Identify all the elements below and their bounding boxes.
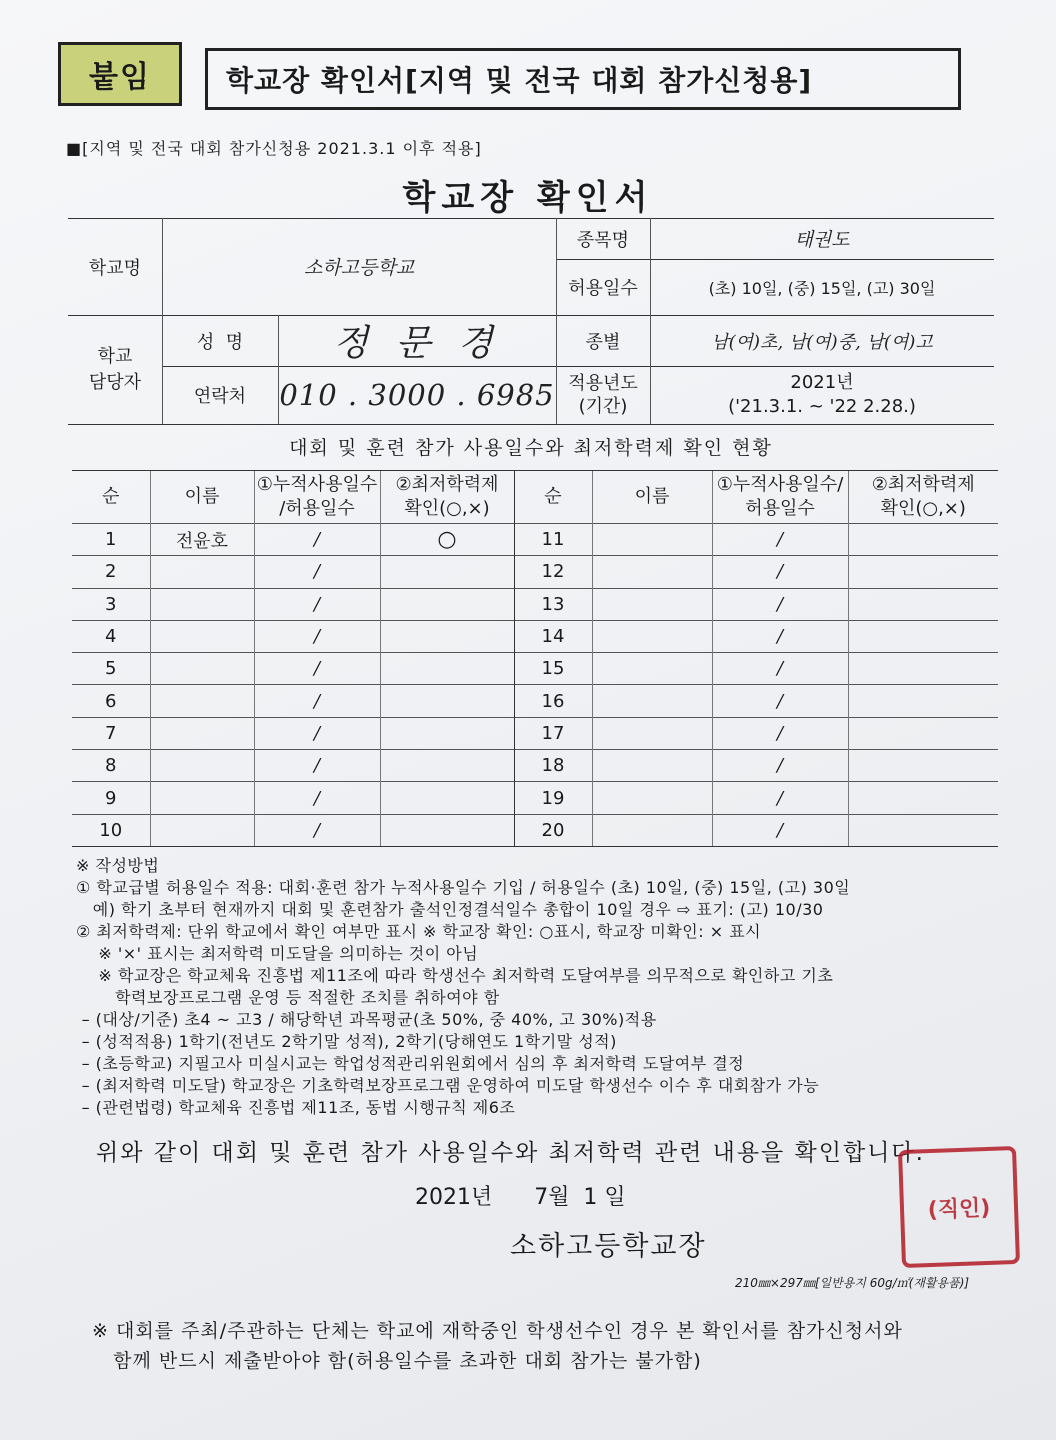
row-days: / xyxy=(712,685,848,717)
instruction-line: ※ '×' 표시는 최저학력 미도달을 의미하는 것이 아님 xyxy=(76,944,479,963)
table-row xyxy=(72,620,998,652)
contact-value: 010 . 3000 . 6985 xyxy=(279,378,555,412)
row-days: / xyxy=(254,782,380,814)
row-check xyxy=(380,685,514,717)
row-no: 16 xyxy=(514,685,592,717)
table-row xyxy=(72,750,998,782)
document-title: 학교장 확인서 xyxy=(402,178,654,218)
row-no: 11 xyxy=(514,524,592,556)
row-days: / xyxy=(712,556,848,588)
row-check xyxy=(848,717,998,749)
row-check xyxy=(848,685,998,717)
row-no: 2 xyxy=(72,556,150,588)
instruction-line: ※ 작성방법 xyxy=(76,856,160,875)
row-name xyxy=(150,750,254,782)
row-no: 20 xyxy=(514,814,592,846)
table-row xyxy=(72,685,998,717)
footer-line-1: ※ 대회를 주최/주관하는 단체는 학교에 재학중인 학생선수인 경우 본 확인서를 참가신청서와 xyxy=(92,1320,903,1342)
row-days: / xyxy=(254,685,380,717)
applicability-note: ■[지역 및 전국 대회 참가신청용 2021.3.1 이후 적용] xyxy=(66,139,482,158)
allowed-days-label: 허용일수 xyxy=(568,278,638,299)
school-value: 소하고등학교 xyxy=(303,257,415,279)
row-name xyxy=(150,814,254,846)
row-check xyxy=(380,556,514,588)
row-days: / xyxy=(254,717,380,749)
row-name xyxy=(150,620,254,652)
row-days: / xyxy=(254,556,380,588)
row-no: 1 xyxy=(72,524,150,556)
paper-size-note: 210㎜×297㎜[일반용지 60g/㎡(재활용품)] xyxy=(735,1276,970,1290)
row-name xyxy=(592,653,712,685)
row-name xyxy=(150,685,254,717)
row-days: / xyxy=(254,653,380,685)
row-days: / xyxy=(712,814,848,846)
col-name: 이름 xyxy=(150,471,254,524)
school-label: 학교명 xyxy=(88,257,142,279)
row-name xyxy=(150,588,254,620)
col-no: 순 xyxy=(72,471,150,524)
row-check xyxy=(848,588,998,620)
row-days: / xyxy=(712,750,848,782)
confirmation-statement: 위와 같이 대회 및 훈련 참가 사용일수와 최저학력 관련 내용을 확인합니다. xyxy=(96,1140,925,1166)
row-check xyxy=(848,750,998,782)
row-no: 19 xyxy=(514,782,592,814)
row-no: 9 xyxy=(72,782,150,814)
table-row xyxy=(72,556,998,588)
grid-line xyxy=(68,424,994,425)
row-no: 7 xyxy=(72,717,150,749)
confirmation-date: 2021년 7월 1 일 xyxy=(415,1185,626,1210)
row-days: / xyxy=(254,588,380,620)
row-check xyxy=(380,653,514,685)
row-check xyxy=(380,588,514,620)
row-name xyxy=(592,620,712,652)
instructions xyxy=(76,855,1006,1119)
row-name xyxy=(592,717,712,749)
row-check xyxy=(848,653,998,685)
row-no: 17 xyxy=(514,717,592,749)
row-name xyxy=(592,556,712,588)
instruction-line: ※ 학교장은 학교체육 진흥법 제11조에 따라 학생선수 최저학력 도달여부를 의무적으로 확인하고 기초 xyxy=(76,966,834,985)
name-label: 성 명 xyxy=(196,331,244,353)
category-label: 종별 xyxy=(585,331,621,353)
official-seal-stamp: (직인) xyxy=(898,1146,1020,1268)
row-days: / xyxy=(712,524,848,556)
row-name xyxy=(592,750,712,782)
row-no: 10 xyxy=(72,814,150,846)
instruction-line: – (최저학력 미도달) 학교장은 기초학력보장프로그램 운영하여 미도달 학생선수 이수 후 대회참가 가능 xyxy=(76,1076,820,1095)
instruction-line: 예) 학기 초부터 현재까지 대회 및 훈련참가 출석인정결석일수 총합이 10일 경우 ⇨ 표기: (고) 10/30 xyxy=(76,900,824,919)
participation-table xyxy=(72,470,998,847)
row-name xyxy=(592,524,712,556)
row-no: 6 xyxy=(72,685,150,717)
row-check xyxy=(848,524,998,556)
row-check xyxy=(380,750,514,782)
manager-label: 학교 담당자 xyxy=(88,346,142,393)
sport-label: 종목명 xyxy=(576,229,630,251)
row-no: 8 xyxy=(72,750,150,782)
row-no: 5 xyxy=(72,653,150,685)
col-min-grade-right: ②최저학력제 확인(○,×) xyxy=(848,471,998,524)
row-days: / xyxy=(712,782,848,814)
year-value: 2021년 xyxy=(790,371,854,393)
name-value: 정 문 경 xyxy=(333,323,501,364)
row-check xyxy=(848,556,998,588)
instruction-line: – (대상/기준) 초4 ~ 고3 / 해당학년 과목평균(초 50%, 중 40%, 고 30%)적용 xyxy=(76,1010,657,1029)
row-no: 13 xyxy=(514,588,592,620)
row-no: 15 xyxy=(514,653,592,685)
col-name-right: 이름 xyxy=(592,471,712,524)
row-days: / xyxy=(712,588,848,620)
row-check: ○ xyxy=(380,524,514,556)
row-name xyxy=(592,782,712,814)
year-label: 적용년도 (기간) xyxy=(568,372,638,417)
row-days: / xyxy=(254,620,380,652)
table-row xyxy=(72,524,998,556)
row-no: 4 xyxy=(72,620,150,652)
allowed-days-value: (초) 10일, (중) 15일, (고) 30일 xyxy=(708,278,936,298)
row-no: 14 xyxy=(514,620,592,652)
category-value: 남(여)초, 남(여)중, 남(여)고 xyxy=(711,331,933,353)
contact-label: 연락처 xyxy=(193,386,247,407)
row-no: 3 xyxy=(72,588,150,620)
row-days: / xyxy=(712,653,848,685)
col-min-grade: ②최저학력제 확인(○,×) xyxy=(380,471,514,524)
row-check xyxy=(848,814,998,846)
row-check xyxy=(380,782,514,814)
row-days: / xyxy=(254,750,380,782)
table-row xyxy=(72,653,998,685)
row-days: / xyxy=(712,620,848,652)
instruction-line: 학력보장프로그램 운영 등 적절한 조치를 취하여야 함 xyxy=(76,988,500,1007)
row-name xyxy=(150,653,254,685)
row-name: 전윤호 xyxy=(150,524,254,556)
row-check xyxy=(380,814,514,846)
row-name xyxy=(592,814,712,846)
principal-name: 소하고등학교장 xyxy=(510,1231,707,1262)
footer-line-2: 함께 반드시 제출받아야 함(허용일수를 초과한 대회 참가는 불가함) xyxy=(92,1350,702,1372)
col-days-right: ①누적사용일수/ 허용일수 xyxy=(712,471,848,524)
row-name xyxy=(150,782,254,814)
section-title: 대회 및 훈련 참가 사용일수와 최저학력제 확인 현황 xyxy=(289,436,773,459)
header-title: 학교장 확인서[지역 및 전국 대회 참가신청용] xyxy=(205,48,961,110)
row-check xyxy=(380,717,514,749)
instruction-line: ① 학교급별 허용일수 적용: 대회·훈련 참가 누적사용일수 기입 / 허용일수 (초) 10일, (중) 15일, (고) 30일 xyxy=(76,878,851,897)
year-value-box xyxy=(650,366,994,424)
table-row xyxy=(72,782,998,814)
instruction-line: – (초등학교) 지필고사 미실시교는 학업성적관리위원회에서 심의 후 최저학력 도달여부 결정 xyxy=(76,1054,745,1073)
row-name xyxy=(592,685,712,717)
row-no: 12 xyxy=(514,556,592,588)
footer-note xyxy=(92,1316,903,1376)
row-check xyxy=(380,620,514,652)
col-days: ①누적사용일수 /허용일수 xyxy=(254,471,380,524)
sport-value: 태권도 xyxy=(794,229,850,251)
table-row xyxy=(72,814,998,846)
row-days: / xyxy=(712,717,848,749)
row-check xyxy=(848,620,998,652)
row-name xyxy=(150,717,254,749)
year-period: ('21.3.1. ~ '22 2.28.) xyxy=(728,396,916,417)
row-days: / xyxy=(254,814,380,846)
row-check xyxy=(848,782,998,814)
table-row xyxy=(72,588,998,620)
row-name xyxy=(592,588,712,620)
row-days: / xyxy=(254,524,380,556)
row-no: 18 xyxy=(514,750,592,782)
table-row xyxy=(72,717,998,749)
instruction-line: – (관련법령) 학교체육 진흥법 제11조, 동법 시행규칙 제6조 xyxy=(76,1098,516,1117)
instruction-line: ② 최저학력제: 단위 학교에서 확인 여부만 표시 ※ 학교장 확인: ○표시, 학교장 미확인: × 표시 xyxy=(76,922,762,941)
col-no-right: 순 xyxy=(514,471,592,524)
instruction-line: – (성적적용) 1학기(전년도 2학기말 성적), 2학기(당해연도 1학기말 성적) xyxy=(76,1032,617,1051)
row-name xyxy=(150,556,254,588)
attachment-badge: 붙임 xyxy=(58,42,182,106)
